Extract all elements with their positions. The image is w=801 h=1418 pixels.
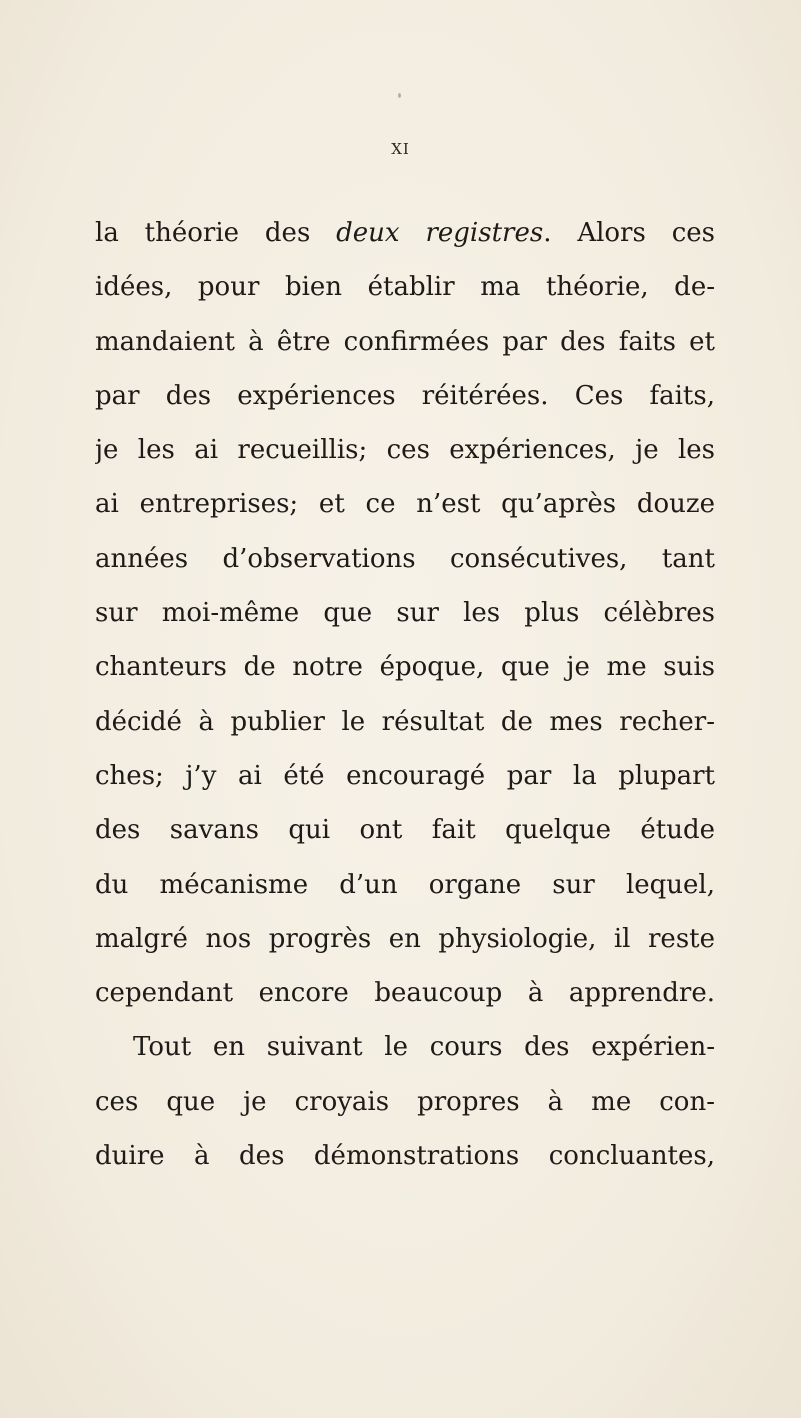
text-line-6: ai entreprises; et ce n’est qu’après douze <box>95 489 715 520</box>
text-line-16: Tout en suivant le cours des expérien- <box>133 1032 715 1063</box>
text-line-5: je les ai recueillis; ces expériences, je les <box>95 435 715 466</box>
italic-title: deux registres <box>336 218 544 248</box>
text-line-15: cependant encore beaucoup à apprendre. <box>95 978 715 1009</box>
text-line-17: ces que je croyais propres à me con- <box>95 1086 715 1117</box>
page-number: XI <box>391 140 410 158</box>
text-line-7: années d’observations consécutives, tant <box>95 543 715 574</box>
text-line-8: sur moi-même que sur les plus célèbres <box>95 598 715 629</box>
text-line-13: du mécanisme d’un organe sur lequel, <box>95 869 715 900</box>
body-text <box>95 206 715 1183</box>
text-line-10: décidé à publier le résultat de mes recher- <box>95 706 715 737</box>
paper-speck <box>398 93 401 98</box>
text-line-18: duire à des démonstrations concluantes, <box>95 1141 715 1172</box>
text-line-9: chanteurs de notre époque, que je me suis <box>95 652 715 683</box>
text-line-4: par des expériences réitérées. Ces faits, <box>95 380 715 411</box>
text-line-14: malgré nos progrès en physiologie, il reste <box>95 923 715 954</box>
text-line-11: ches; j’y ai été encouragé par la plupart <box>95 760 715 791</box>
text-line-2: idées, pour bien établir ma théorie, de- <box>95 272 715 303</box>
text-line-3: mandaient à être confirmées par des faits et <box>95 326 715 357</box>
text-line-12: des savans qui ont fait quelque étude <box>95 815 715 846</box>
text-line-1: la théorie des deux registres. Alors ces <box>95 218 715 248</box>
